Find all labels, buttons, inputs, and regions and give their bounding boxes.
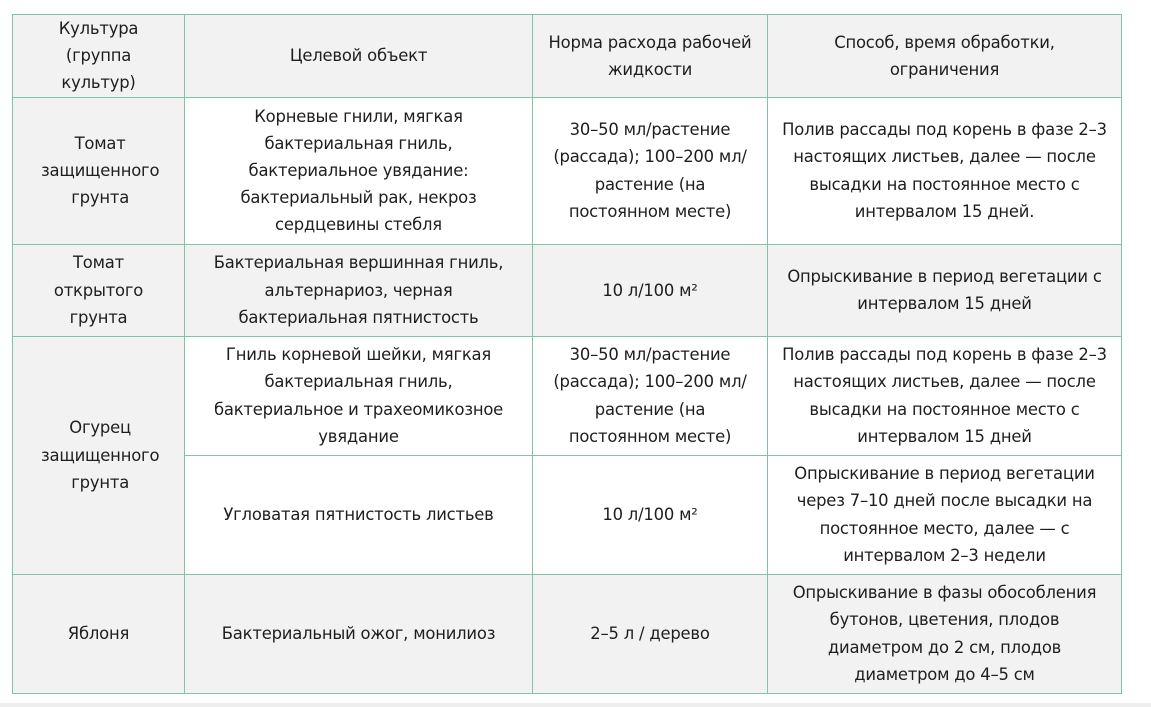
cell-rate: 30–50 мл/растение (рассада); 100–200 мл/растение (на постоянном месте) <box>533 97 768 244</box>
header-target: Целевой объект <box>185 15 533 98</box>
cell-target: Бактериальный ожог, монилиоз <box>185 574 533 693</box>
cell-target: Угловатая пятнистость листьев <box>185 455 533 574</box>
table-row <box>13 574 1122 693</box>
cell-method: Опрыскивание в период вегетации с интервалом 15 дней <box>768 244 1122 336</box>
table-header-row <box>13 15 1122 98</box>
table-container <box>12 14 1122 694</box>
cell-target: Корневые гнили, мягкая бактериальная гниль, бактериальное увядание: бактериальный рак, некроз сердцевины стебля <box>185 97 533 244</box>
cell-target: Бактериальная вершинная гниль, альтернариоз, черная бактериальная пятнистость <box>185 244 533 336</box>
cell-rate: 30–50 мл/растение (рассада); 100–200 мл/растение (на постоянном месте) <box>533 336 768 455</box>
table-row <box>13 336 1122 455</box>
cell-crop: Томат открытого грунта <box>13 244 185 336</box>
cell-rate: 10 л/100 м² <box>533 455 768 574</box>
cell-method: Опрыскивание в период вегетации через 7–10 дней после высадки на постоянное место, далее — с интервалом 2–3 недели <box>768 455 1122 574</box>
header-method: Способ, время обработки, ограничения <box>768 15 1122 98</box>
cell-crop: Огурец защищенного грунта <box>13 336 185 574</box>
cell-rate: 10 л/100 м² <box>533 244 768 336</box>
cell-rate: 2–5 л / дерево <box>533 574 768 693</box>
header-crop: Культура (группа культур) <box>13 15 185 98</box>
bottom-divider <box>0 703 1151 707</box>
header-rate: Норма расхода рабочей жидкости <box>533 15 768 98</box>
table-row <box>13 97 1122 244</box>
table-row <box>13 244 1122 336</box>
cell-method: Полив рассады под корень в фазе 2–3 настоящих листьев, далее — после высадки на постоянное место с интервалом 15 дней <box>768 336 1122 455</box>
cell-method: Опрыскивание в фазы обособления бутонов, цветения, плодов диаметром до 2 см, плодов диаметром до 4–5 см <box>768 574 1122 693</box>
cell-method: Полив рассады под корень в фазе 2–3 настоящих листьев, далее — после высадки на постоянное место с интервалом 15 дней. <box>768 97 1122 244</box>
treatment-table <box>12 14 1122 694</box>
cell-crop: Яблоня <box>13 574 185 693</box>
cell-target: Гниль корневой шейки, мягкая бактериальная гниль, бактериальное и трахеомикозное увядание <box>185 336 533 455</box>
cell-crop: Томат защищенного грунта <box>13 97 185 244</box>
